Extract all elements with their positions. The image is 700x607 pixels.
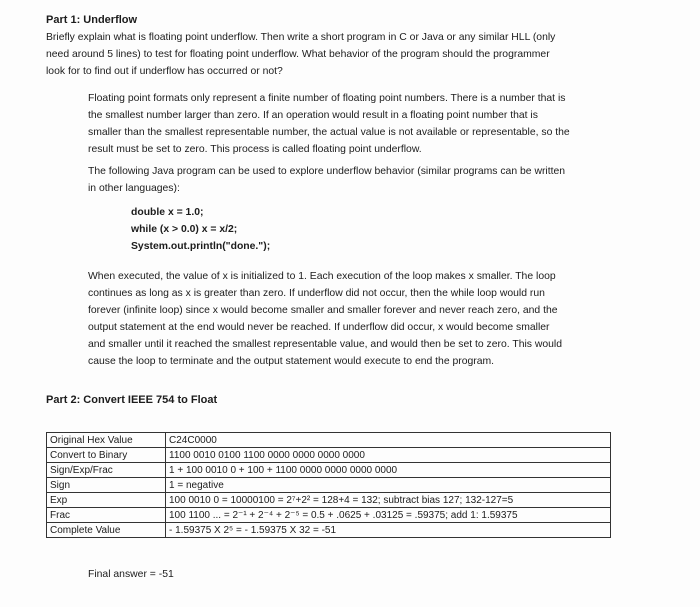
answer-line: forever (infinite loop) since x would become smaller and smaller forever and never reach zero, and the bbox=[88, 305, 558, 316]
answer-paragraph-2 bbox=[88, 163, 565, 197]
answer-line: and smaller until it reached the smallest representable value, and would then be set to zero. This would bbox=[88, 339, 563, 350]
answer-paragraph-3 bbox=[88, 268, 562, 370]
row-label: Original Hex Value bbox=[47, 433, 166, 448]
answer-line: result must be set to zero. This process is called floating point underflow. bbox=[88, 144, 422, 155]
part2-heading: Part 2: Convert IEEE 754 to Float bbox=[46, 394, 218, 406]
answer-line: in other languages): bbox=[88, 183, 180, 194]
row-label: Exp bbox=[47, 493, 166, 508]
conversion-table bbox=[46, 432, 611, 538]
question-line: need around 5 lines) to test for floating point underflow. What behavior of the program should the programmer bbox=[46, 49, 550, 60]
row-value: 1100 0010 0100 1100 0000 0000 0000 0000 bbox=[166, 448, 611, 463]
answer-line: the smallest number larger than zero. If an operation would result in a floating point number that is bbox=[88, 110, 538, 121]
table-row bbox=[47, 508, 611, 523]
table-row bbox=[47, 433, 611, 448]
row-value: 1 = negative bbox=[166, 478, 611, 493]
row-label: Convert to Binary bbox=[47, 448, 166, 463]
answer-paragraph-1 bbox=[88, 90, 570, 158]
table-row bbox=[47, 493, 611, 508]
answer-line: output statement at the end would never be reached. If underflow did occur, x would become smaller bbox=[88, 322, 550, 333]
row-label: Sign/Exp/Frac bbox=[47, 463, 166, 478]
question-line: look for to find out if underflow has occurred or not? bbox=[46, 66, 283, 77]
question-line: Briefly explain what is floating point underflow. Then write a short program in C or Java or any similar HLL (only bbox=[46, 32, 556, 43]
answer-line: continues as long as x is greater than zero. If underflow did not occur, then the while loop would run bbox=[88, 288, 545, 299]
answer-line: Floating point formats only represent a finite number of floating point numbers. There is a number that is bbox=[88, 93, 566, 104]
row-value: 100 1100 ... = 2⁻¹ + 2⁻⁴ + 2⁻⁵ = 0.5 + .0625 + .03125 = .59375; add 1: 1.59375 bbox=[166, 508, 611, 523]
final-answer: Final answer = -51 bbox=[88, 569, 174, 580]
table-row bbox=[47, 523, 611, 538]
row-value: C24C0000 bbox=[166, 433, 611, 448]
answer-line: The following Java program can be used to explore underflow behavior (similar programs can be written bbox=[88, 166, 566, 177]
code-line: System.out.println("done."); bbox=[131, 241, 271, 252]
table-row bbox=[47, 448, 611, 463]
code-line: while (x > 0.0) x = x/2; bbox=[131, 224, 238, 235]
row-label: Frac bbox=[47, 508, 166, 523]
table-row bbox=[47, 478, 611, 493]
row-value: - 1.59375 X 2⁵ = - 1.59375 X 32 = -51 bbox=[166, 523, 611, 538]
part1-heading: Part 1: Underflow bbox=[46, 14, 138, 26]
answer-line: cause the loop to terminate and the output statement would execute to end the program. bbox=[88, 356, 495, 367]
row-label: Sign bbox=[47, 478, 166, 493]
row-value: 1 + 100 0010 0 + 100 + 1100 0000 0000 0000 0000 bbox=[166, 463, 611, 478]
java-code-block bbox=[131, 204, 270, 255]
answer-line: When executed, the value of x is initialized to 1. Each execution of the loop makes x smaller. The loop bbox=[88, 271, 556, 282]
answer-line: smaller than the smallest representable number, the actual value is not available or representable, so the bbox=[88, 127, 570, 138]
part1-question bbox=[46, 29, 555, 80]
row-label: Complete Value bbox=[47, 523, 166, 538]
code-line: double x = 1.0; bbox=[131, 207, 204, 218]
row-value: 100 0010 0 = 10000100 = 2⁷+2² = 128+4 = 132; subtract bias 127; 132-127=5 bbox=[166, 493, 611, 508]
table-row bbox=[47, 463, 611, 478]
